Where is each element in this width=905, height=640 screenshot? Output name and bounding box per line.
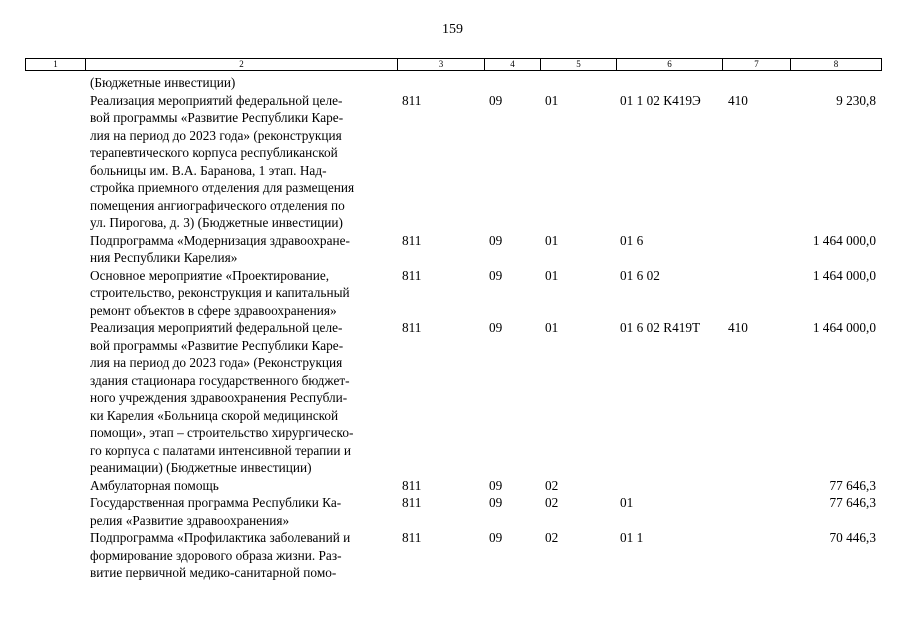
header-cell-3: 3 <box>398 59 485 71</box>
admin-code-cell: 811 <box>402 495 422 510</box>
item-name-cell: Амбулаторная помощь <box>90 477 219 493</box>
section-code-cell: 09 <box>489 320 503 335</box>
table-row <box>25 319 881 477</box>
admin-code-cell: 811 <box>402 232 422 248</box>
item-name-cell: (Бюджетные инвестиции) <box>90 75 236 90</box>
subsection-code-cell: 02 <box>545 495 559 510</box>
admin-code-cell <box>397 74 484 92</box>
amount-cell: 70 446,3 <box>829 530 876 545</box>
item-name-cell: Реализация мероприятий федеральной целе- вой программы «Развитие Республики Каре- лия на период до 2023 года» (Реконструкция здания стационара государственного бюджет- ного учреждения здравоохранения Республи- ки Карелия «Больница скорой медицинской помощи», этап – строительство хирургическо- го корпуса с палатами интенсивной терапии и реанимации) (Бюджетные инвестиции) <box>90 320 354 475</box>
section-code-cell: 09 <box>489 495 503 510</box>
target-article-cell: 01 1 <box>620 530 644 545</box>
page-number: 159 <box>442 22 463 37</box>
amount-cell: 1 464 000,0 <box>812 267 876 283</box>
target-article-cell: 01 6 02 R419Т <box>620 320 701 335</box>
header-cell-8: 8 <box>791 59 882 71</box>
header-cell-1: 1 <box>26 59 86 71</box>
subsection-code-cell <box>540 74 616 92</box>
table-row <box>25 232 881 267</box>
table-row <box>25 477 881 495</box>
admin-code-cell: 811 <box>402 267 422 283</box>
amount-cell: 9 230,8 <box>836 92 876 108</box>
admin-code-cell: 811 <box>402 477 422 493</box>
amount-cell <box>790 74 881 92</box>
item-name-cell: Подпрограмма «Профилактика заболеваний и формирование здорового образа жизни. Раз- витие первичной медико-санитарной помо- <box>90 530 351 580</box>
expense-type-cell <box>722 232 790 267</box>
expense-type-cell <box>722 267 790 320</box>
subsection-code-cell: 02 <box>545 530 559 545</box>
admin-code-cell: 811 <box>402 530 422 545</box>
subsection-code-cell: 01 <box>545 320 559 335</box>
header-cell-7: 7 <box>723 59 791 71</box>
table-row <box>25 267 881 320</box>
amount-cell: 1 464 000,0 <box>812 320 876 335</box>
expense-type-cell: 410 <box>728 320 748 335</box>
target-article-cell: 01 6 02 <box>620 267 660 283</box>
section-code-cell <box>484 74 540 92</box>
header-cell-5: 5 <box>541 59 617 71</box>
section-code-cell: 09 <box>489 477 503 493</box>
table-row <box>25 74 881 92</box>
subsection-code-cell: 01 <box>545 267 559 283</box>
budget-table <box>25 74 881 582</box>
expense-type-cell: 410 <box>728 92 748 108</box>
target-article-cell <box>616 74 722 92</box>
admin-code-cell: 811 <box>402 320 422 335</box>
item-name-cell: Реализация мероприятий федеральной целе- вой программы «Развитие Республики Каре- лия на период до 2023 года» (реконструкция терапевтического корпуса республиканской больницы им. В.А. Баранова, 1 этап. Над- стройка приемного отделения для размещения помещения ангиографического отделения по ул. Пирогова, д. 3) (Бюджетные инвестиции) <box>90 92 355 230</box>
amount-cell: 1 464 000,0 <box>812 232 876 248</box>
column-number-header <box>25 58 882 71</box>
section-code-cell: 09 <box>489 267 503 283</box>
table-row <box>25 529 881 582</box>
table-row <box>25 494 881 529</box>
subsection-code-cell: 02 <box>545 477 559 493</box>
subsection-code-cell: 01 <box>545 92 559 108</box>
admin-code-cell: 811 <box>402 92 422 108</box>
target-article-cell: 01 <box>620 495 634 510</box>
header-cell-4: 4 <box>485 59 541 71</box>
target-article-cell: 01 6 <box>620 232 644 248</box>
amount-cell: 77 646,3 <box>829 477 876 493</box>
section-code-cell: 09 <box>489 232 503 248</box>
section-code-cell: 09 <box>489 92 503 108</box>
expense-type-cell <box>722 477 790 495</box>
subsection-code-cell: 01 <box>545 232 559 248</box>
section-code-cell: 09 <box>489 530 503 545</box>
item-name-cell: Подпрограмма «Модернизация здравоохране- ния Республики Карелия» <box>90 232 350 265</box>
expense-type-cell <box>722 529 790 582</box>
expense-type-cell <box>722 494 790 529</box>
header-cell-6: 6 <box>617 59 723 71</box>
expense-type-cell <box>722 74 790 92</box>
target-article-cell: 01 1 02 К419Э <box>620 92 701 108</box>
table-row <box>25 92 881 232</box>
item-name-cell: Государственная программа Республики Ка- релия «Развитие здравоохранения» <box>90 495 342 528</box>
target-article-cell <box>616 477 722 495</box>
amount-cell: 77 646,3 <box>829 495 876 510</box>
item-name-cell: Основное мероприятие «Проектирование, строительство, реконструкция и капитальный ремонт объектов в сфере здравоохранения» <box>90 267 350 318</box>
header-cell-2: 2 <box>86 59 398 71</box>
